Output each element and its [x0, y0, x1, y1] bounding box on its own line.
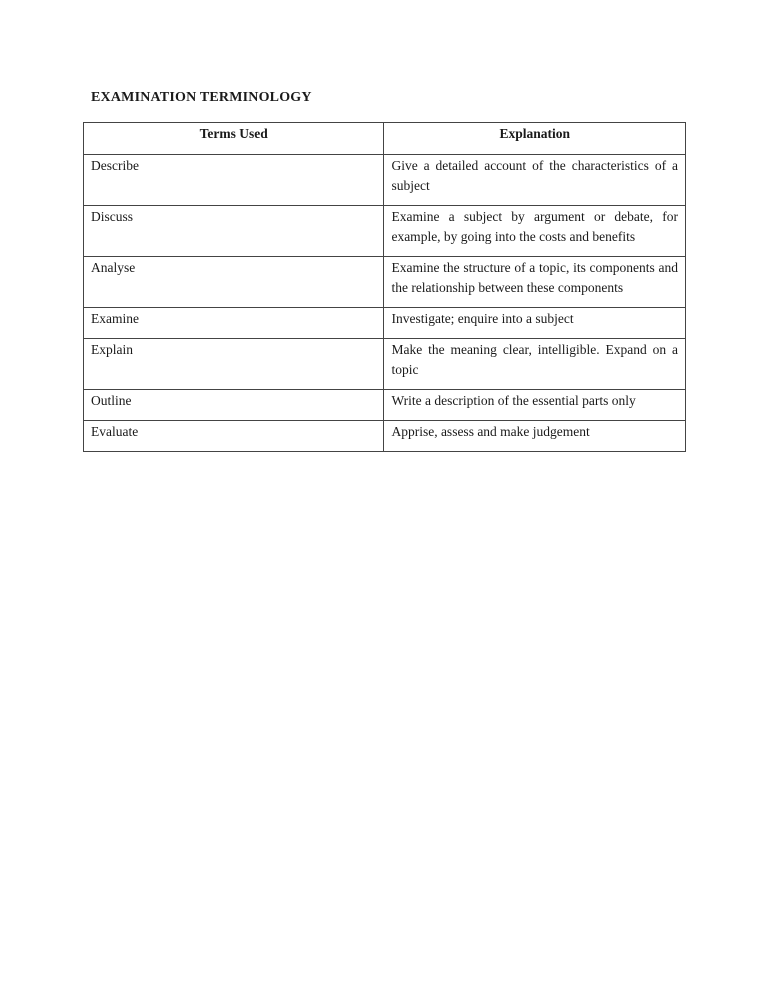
column-header-explanation: Explanation — [384, 123, 686, 155]
table-row — [84, 308, 686, 339]
table-row — [84, 257, 686, 308]
explanation-cell: Investigate; enquire into a subject — [384, 308, 686, 339]
explanation-cell: Write a description of the essential parts only — [384, 390, 686, 421]
explanation-cell: Give a detailed account of the characteristics of a subject — [384, 155, 686, 206]
terminology-table — [83, 122, 686, 452]
term-cell: Outline — [84, 390, 384, 421]
explanation-cell: Examine the structure of a topic, its components and the relationship between these components — [384, 257, 686, 308]
term-cell: Evaluate — [84, 421, 384, 452]
page-title: EXAMINATION TERMINOLOGY — [91, 90, 312, 105]
term-cell: Analyse — [84, 257, 384, 308]
table-row — [84, 155, 686, 206]
term-cell: Describe — [84, 155, 384, 206]
explanation-cell: Make the meaning clear, intelligible. Expand on a topic — [384, 339, 686, 390]
explanation-cell: Apprise, assess and make judgement — [384, 421, 686, 452]
table-row — [84, 390, 686, 421]
table-header-row — [84, 123, 686, 155]
term-cell: Explain — [84, 339, 384, 390]
column-header-terms: Terms Used — [84, 123, 384, 155]
explanation-cell: Examine a subject by argument or debate, for example, by going into the costs and benefits — [384, 206, 686, 257]
table-row — [84, 206, 686, 257]
term-cell: Discuss — [84, 206, 384, 257]
table-row — [84, 339, 686, 390]
table-row — [84, 421, 686, 452]
term-cell: Examine — [84, 308, 384, 339]
